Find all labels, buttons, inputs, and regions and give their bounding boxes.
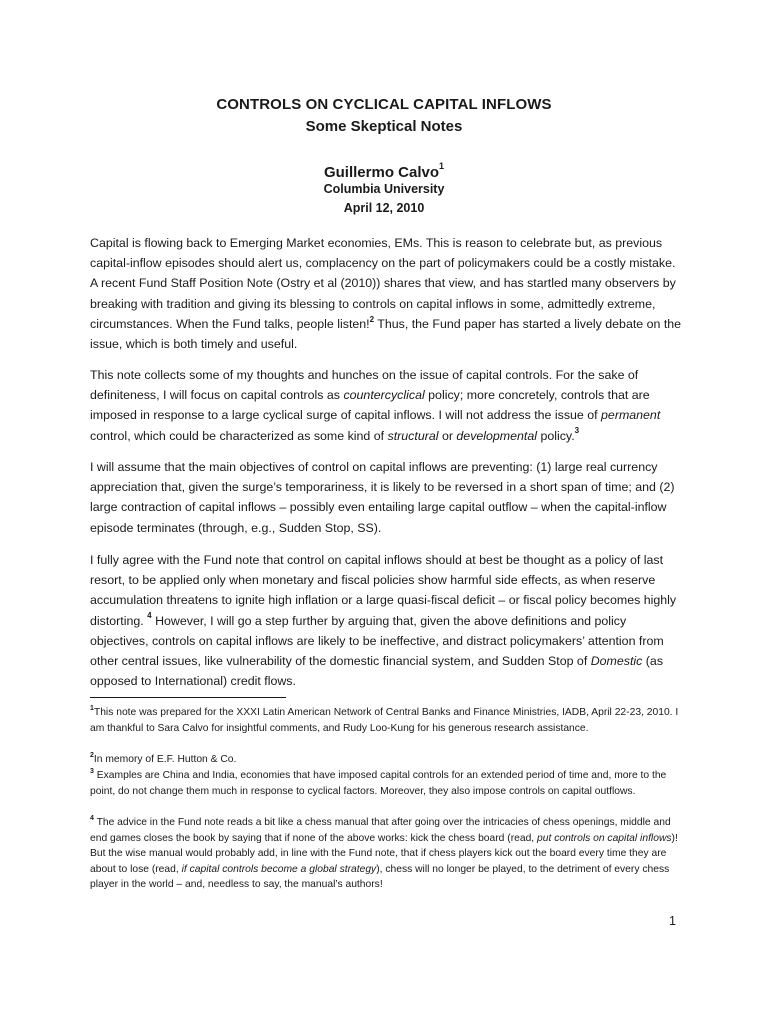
footnote-ref-2: 2 [369,314,375,324]
paragraph-1-text-a: Capital is flowing back to Emerging Market economies, EMs. This is reason to celebrate but, as previous capital-inflow episodes should alert us, complacency on the part of policymakers could be a costly mistake. A recent Fund Staff Position Note (Ostry et al (2010)) shares that view, and has startled many observers by breaking with tradition and giving its blessing to controls on capital inflows in some, admittedly extreme, circumstances. When the Fund talks, people listen! [90,236,676,331]
paragraph-2-italic-permanent: permanent [601,408,661,423]
paragraph-2-text-e: policy. [537,428,575,443]
footnote-2 [90,752,690,768]
footnote-separator [90,697,286,698]
paragraph-4-italic-domestic: Domestic [590,654,643,669]
footnote-1 [90,705,690,736]
footnote-1-mark: 1 [90,704,94,712]
footnote-4-text-c: ), chess will no longer be played, to the detriment of every chess player in the world – and, needless to say, the manual’s authors! [90,863,670,891]
footnote-4-italic-2: if capital controls become a global strategy [181,863,377,875]
paragraph-3: I will assume that the main objectives of control on capital inflows are preventing: (1) large real currency appreciation that, given the surge’s temporariness, it is likely to be reversed in a short span of time; and (2) large contraction of capital inflows – possibly even entailing large capital outflow – when the capital-inflow episode terminates (through, e.g., Sudden Stop, SS). [90,460,675,535]
paragraph-2 [90,365,682,446]
author-name [0,163,768,181]
paragraph-1-text-b: Thus, the Fund paper has started a lively debate on the issue, which is both timely and useful. [90,316,682,352]
paragraph-2-text-a: This note collects some of my thoughts and hunches on the issue of capital controls. For the sake of definiteness, I will focus on capital controls as [90,368,639,403]
author-name-text: Guillermo Calvo [323,164,439,181]
paragraph-4-text-a: I fully agree with the Fund note that control on capital inflows should at best be thought as a policy of last resort, to be applied only when monetary and fiscal policies show harmful side effects, as when reserve accumulation threatens to ignite high inflation or a large quasi-fiscal deficit – or fiscal policy becomes highly distorting. [90,553,677,628]
paragraph-2-italic-structural: structural [387,428,439,443]
footnote-ref-3: 3 [574,426,580,436]
footnote-4 [90,815,690,893]
paragraph-2-italic-countercyclical: countercyclical [343,388,425,403]
page-number: 1 [669,914,676,928]
author-footnote-mark: 1 [439,161,445,171]
footnote-2-mark: 2 [90,751,94,759]
paragraph-4-text-c: (as opposed to International) credit flows. [90,654,664,689]
paragraph-2-text-d: or [438,428,457,443]
paragraph-2-italic-developmental: developmental [456,428,537,443]
paragraph-4-text-b: However, I will go a step further by arguing that, given the above definitions and policy objectives, controls on capital inflows are likely to be ineffective, and distract policymakers’ attention from other central issues, like vulnerability of the domestic financial system, and Sudden Stop of [90,613,664,669]
footnote-3 [90,768,690,799]
footnote-4-text-a: The advice in the Fund note reads a bit like a chess manual that after going over the intricacies of chess openings, middle and end games closes the book by saying that if none of the above works: kick the chess board (read, [90,817,671,844]
document-date: April 12, 2010 [343,201,425,215]
paragraph-1 [90,233,682,354]
footnote-4-italic-1: put controls on capital inflows [537,832,672,844]
paragraph-2-text-b: policy; more concretely, controls that are imposed in response to a large cyclical surge of capital inflows. I will not address the issue of [90,388,650,423]
document-title: CONTROLS ON CYCLICAL CAPITAL INFLOWS [216,96,552,113]
footnote-4-text-b: )! But the wise manual would probably add, in line with the Fund note, that if chess players kick out the board every time they are about to lose (read, [90,832,678,875]
footnote-4-mark: 4 [90,814,94,822]
footnote-2-text: In memory of E.F. Hutton & Co. [93,754,237,765]
author-affiliation: Columbia University [323,182,445,196]
footnote-1-text: This note was prepared for the XXXI Latin American Network of Central Banks and Finance Ministries, IADB, April 22-23, 2010. I am thankful to Sara Calvo for insightful comments, and Rudy Loo-Kung for his generous research assistance. [90,707,679,734]
paragraph-4 [90,550,682,691]
footnote-3-text: Examples are China and India, economies that have imposed capital controls for an extended period of time and, more to the point, do not change them much in response to cyclical factors. Moreover, they also impose controls on capital outflows. [90,770,667,797]
footnote-ref-4: 4 [147,611,152,621]
footnote-3-mark: 3 [90,767,94,775]
paragraph-2-text-c: control, which could be characterized as some kind of [90,428,388,443]
document-subtitle: Some Skeptical Notes [305,118,463,135]
